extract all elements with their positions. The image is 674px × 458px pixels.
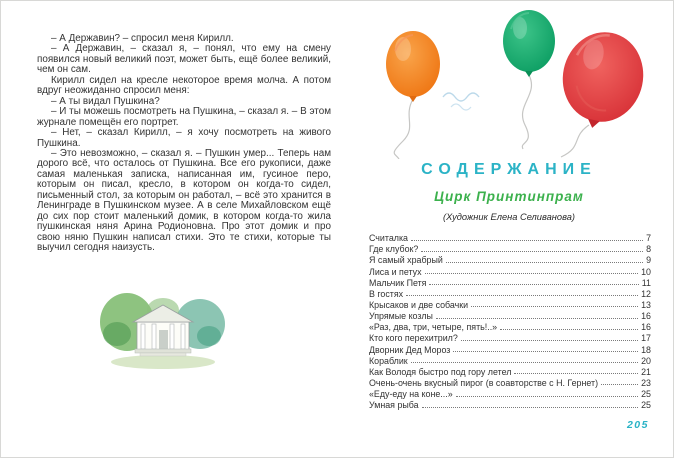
balloon-orange xyxy=(386,31,440,102)
toc-row xyxy=(369,254,651,265)
toc-entry-title: «Раз, два, три, четыре, пять!..» xyxy=(369,322,498,333)
story-paragraph: – А ты видал Пушкина? xyxy=(51,95,160,107)
toc-row xyxy=(369,388,651,399)
toc-entry-title: В гостях xyxy=(369,288,404,299)
story-paragraph: – И ты можешь посмотреть на Пушкина, – сказал я. – В этом журнале помещён его портрет. xyxy=(37,106,331,128)
toc-entry-page: 20 xyxy=(641,355,651,366)
story-text-block xyxy=(37,34,331,254)
toc-leader-dots xyxy=(429,284,638,285)
column xyxy=(181,324,185,349)
balloon-green xyxy=(503,10,555,77)
toc-entry-title: Где клубок? xyxy=(369,244,419,255)
toc-leader-dots xyxy=(500,329,638,330)
balloons-illustration xyxy=(351,1,674,159)
balloon-string xyxy=(522,75,531,149)
toc-entry-title: Я самый храбрый xyxy=(369,255,443,266)
toc-entry-title: Как Володя быстро под гору летел xyxy=(369,366,512,377)
toc-entry-page: 12 xyxy=(641,288,651,299)
ground-wash xyxy=(111,355,215,369)
toc-row xyxy=(369,265,651,276)
toc-entry-title: Дворник Дед Мороз xyxy=(369,344,451,355)
toc-row xyxy=(369,343,651,354)
toc-entry-page: 18 xyxy=(641,344,651,355)
artist-credit: (Художник Елена Селиванова) xyxy=(443,212,575,222)
toc-entry-title: Кораблик xyxy=(369,355,408,366)
toc-entry-page: 25 xyxy=(641,389,651,400)
pencil-scribble xyxy=(443,93,479,101)
toc-leader-dots xyxy=(421,251,643,252)
toc-entry-page: 21 xyxy=(641,366,651,377)
toc-leader-dots xyxy=(436,318,638,319)
toc-leader-dots xyxy=(514,373,638,374)
toc-row xyxy=(369,232,651,243)
toc-entry-title: Умная рыба xyxy=(369,400,419,411)
toc-leader-dots xyxy=(411,362,638,363)
toc-leader-dots xyxy=(461,340,638,341)
toc-entry-title: «Еду-еду на коне...» xyxy=(369,389,453,400)
toc-entry-page: 11 xyxy=(641,277,651,288)
section-title: Цирк Принтинпрам xyxy=(434,189,584,204)
toc-entry-title: Очень-очень вкусный пирог (в соавторстве с Н. Гернет) xyxy=(369,377,599,388)
column xyxy=(141,324,145,349)
toc-entry-page: 13 xyxy=(641,299,651,310)
toc-entry-page: 10 xyxy=(641,266,651,277)
toc-row xyxy=(369,299,651,310)
balloon-string xyxy=(561,125,589,157)
toc-entry-title: Кто кого перехитрил? xyxy=(369,333,458,344)
toc-row xyxy=(369,277,651,288)
toc-entry-page: 16 xyxy=(641,311,651,322)
toc-entry-page: 7 xyxy=(646,233,651,244)
toc-leader-dots xyxy=(446,262,643,263)
story-paragraph: Кирилл сидел на кресле некоторое время молча. А потом вдруг неожиданно спросил меня: xyxy=(37,74,331,97)
contents-title: СОДЕРЖАНИЕ xyxy=(421,161,597,178)
balloon-string xyxy=(394,99,413,159)
pencil-scribble xyxy=(451,104,471,110)
toc-leader-dots xyxy=(471,306,638,307)
toc-entry-title: Считалка xyxy=(369,233,408,244)
toc-row xyxy=(369,377,651,388)
toc-entry-title: Мальчик Петя xyxy=(369,277,427,288)
house-illustration xyxy=(97,280,229,372)
table-of-contents xyxy=(369,232,651,410)
toc-leader-dots xyxy=(456,396,638,397)
steps xyxy=(135,349,191,353)
toc-row xyxy=(369,310,651,321)
toc-row xyxy=(369,399,651,410)
toc-leader-dots xyxy=(601,384,638,385)
toc-entry-page: 17 xyxy=(641,333,651,344)
story-paragraph: – А Державин? – спросил меня Кирилл. xyxy=(51,33,234,44)
toc-entry-page: 9 xyxy=(646,255,651,266)
toc-entry-title: Лиса и петух xyxy=(369,266,422,277)
toc-row xyxy=(369,332,651,343)
toc-entry-page: 8 xyxy=(646,244,651,255)
toc-entry-page: 16 xyxy=(641,322,651,333)
toc-row xyxy=(369,243,651,254)
toc-row xyxy=(369,366,651,377)
toc-row xyxy=(369,321,651,332)
story-paragraph: – А Державин, – сказал я, – понял, что ему на смену появился новый великий поэт, может быть, ещё более великий, чем он сам. xyxy=(37,43,331,76)
house-door xyxy=(159,330,168,349)
balloon-red xyxy=(553,25,651,137)
column xyxy=(152,324,156,349)
story-paragraph: – Это невозможно, – сказал я. – Пушкин умер... Теперь нам дорого всё, что осталось от Пушкина. Все его рукописи, даже самая маленькая записка, написанная им, гусиное перо, которым он писал, кресло, в котором он когда-то сидел, письменный стол, за которым он работал, – всё это хранится в Ленинграде в Пушкинском музее. А в селе Михайловском ещё до сих пор стоит маленький домик, в котором когда-то жила пушкинская няня Арина Родионовна. Про этот домик и про свою няню Пушкин написал стихи. Это те стихи, которые ты выучил сегодня наизусть. xyxy=(37,147,331,254)
story-paragraph: – Нет, – сказал Кирилл, – я хочу посмотреть на живого Пушкина. xyxy=(37,127,331,149)
toc-row xyxy=(369,288,651,299)
toc-entry-page: 25 xyxy=(641,400,651,411)
toc-entry-title: Крысаков и две собачки xyxy=(369,299,469,310)
page-number: 205 xyxy=(626,419,649,431)
toc-entry-title: Упрямые козлы xyxy=(369,311,433,322)
toc-leader-dots xyxy=(406,295,638,296)
toc-leader-dots xyxy=(425,273,639,274)
toc-leader-dots xyxy=(422,407,639,408)
toc-leader-dots xyxy=(411,240,643,241)
toc-row xyxy=(369,355,651,366)
column xyxy=(170,324,174,349)
toc-entry-page: 23 xyxy=(641,377,651,388)
toc-leader-dots xyxy=(453,351,638,352)
